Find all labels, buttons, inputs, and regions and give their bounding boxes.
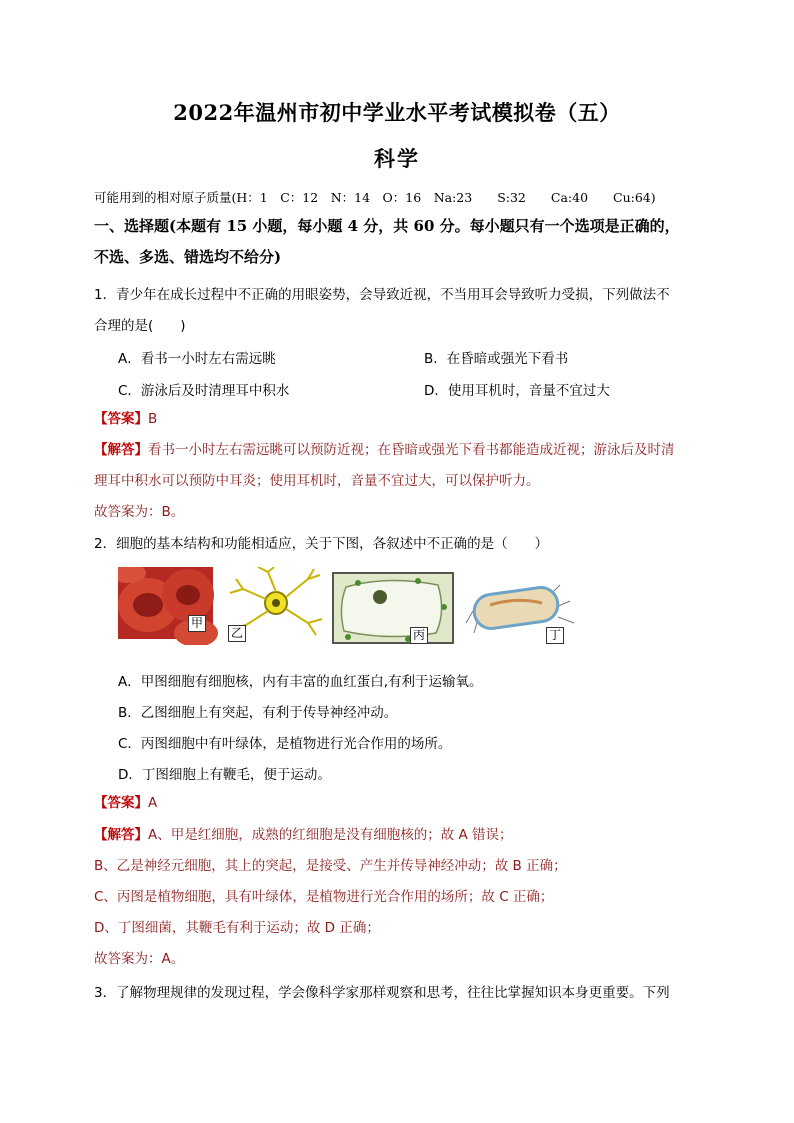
figure-label-bing: 丙 xyxy=(410,627,428,644)
q2-conclusion: 故答案为：A。 xyxy=(94,951,185,967)
q3-stem: 3．了解物理规律的发现过程，学会像科学家那样观察和思考，往往比掌握知识本身更重要。下列 xyxy=(94,985,670,1001)
q1-option-d: D．使用耳机时，音量不宜过大 xyxy=(424,383,610,399)
q2-option-a: A．甲图细胞有细胞核，内有丰富的血红蛋白,有利于运输氧。 xyxy=(118,674,483,690)
q1-stem-line1: 1．青少年在成长过程中不正确的用眼姿势，会导致近视，不当用耳会导致听力受损，下列做法不 xyxy=(94,287,670,303)
q2-stem: 2．细胞的基本结构和功能相适应，关于下图，各叙述中不正确的是（ ） xyxy=(94,536,549,552)
q1-conclusion: 故答案为：B。 xyxy=(94,504,185,520)
q1-analysis-text1: 看书一小时左右需远眺可以预防近视；在昏暗或强光下看书都能造成近视；游泳后及时清 xyxy=(148,442,675,458)
figure-label-ding: 丁 xyxy=(546,627,564,644)
q1-option-c: C．游泳后及时清理耳中积水 xyxy=(118,383,290,399)
q2-answer-tag: 【答案】 xyxy=(94,795,148,811)
figure-label-yi: 乙 xyxy=(228,625,246,642)
figure-label-jia: 甲 xyxy=(188,615,206,632)
red-blood-cells-image xyxy=(118,567,218,645)
q1-option-a: A．看书一小时左右需远眺 xyxy=(118,351,276,367)
cell-figure-illustration xyxy=(118,567,580,645)
q1-answer-value: B xyxy=(148,411,158,427)
q2-analysis-line3: C、丙图是植物细胞，具有叶绿体，是植物进行光合作用的场所；故 C 正确； xyxy=(94,889,554,905)
q2-analysis-line1 xyxy=(94,826,704,844)
exam-title: 2022年温州市初中学业水平考试模拟卷（五） xyxy=(173,100,621,125)
q1-analysis-tag: 【解答】 xyxy=(94,442,148,458)
q2-analysis-line2: B、乙是神经元细胞，其上的突起，是接受、产生并传导神经冲动；故 B 正确； xyxy=(94,858,567,874)
q2-option-d: D．丁图细胞上有鞭毛，便于运动。 xyxy=(118,767,331,783)
bacterium-image xyxy=(466,585,574,633)
plant-cell-image xyxy=(333,573,453,643)
q1-stem-line2: 合理的是( ) xyxy=(94,318,186,334)
cell-figure xyxy=(118,567,580,645)
subject-title: 科学 xyxy=(374,146,420,171)
q1-answer-tag: 【答案】 xyxy=(94,411,148,427)
section-heading-line1: 一、选择题(本题有 15 小题，每小题 4 分，共 60 分。每小题只有一个选项是正确的， xyxy=(94,217,680,235)
q2-answer-value: A xyxy=(148,795,158,811)
q2-analysis-text1: A、甲是红细胞，成熟的红细胞是没有细胞核的；故 A 错误； xyxy=(148,827,513,843)
q2-answer xyxy=(94,794,704,812)
q1-option-b: B．在昏暗或强光下看书 xyxy=(424,351,569,367)
section-heading-line2: 不选、多选、错选均不给分) xyxy=(94,248,282,266)
q1-answer xyxy=(94,410,704,428)
q1-analysis-line2: 理耳中积水可以预防中耳炎；使用耳机时，音量不宜过大，可以保护听力。 xyxy=(94,473,540,489)
q1-analysis-line1 xyxy=(94,441,704,459)
q2-option-c: C．丙图细胞中有叶绿体，是植物进行光合作用的场所。 xyxy=(118,736,452,752)
q2-option-b: B．乙图细胞上有突起，有利于传导神经冲动。 xyxy=(118,705,398,721)
q2-analysis-tag: 【解答】 xyxy=(94,827,148,843)
q2-analysis-line4: D、丁图细菌，其鞭毛有利于运动；故 D 正确； xyxy=(94,920,380,936)
atomic-masses: 可能用到的相对原子质量(H：1 C：12 N：14 O：16 Na:23 S:32 Ca:40 Cu:64) xyxy=(94,190,656,205)
